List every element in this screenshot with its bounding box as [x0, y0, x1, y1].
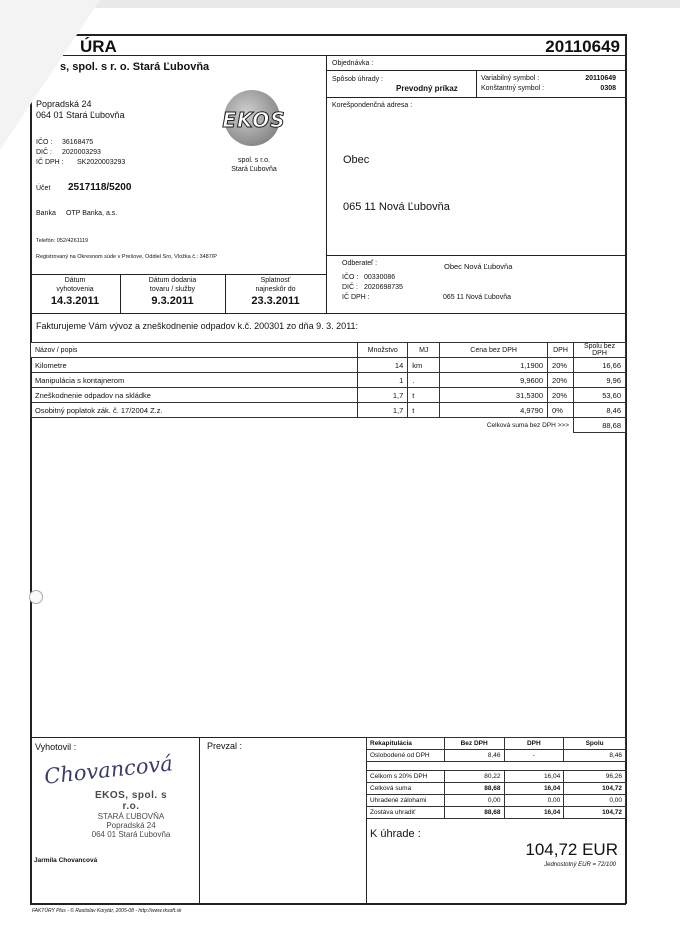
payment-divider — [326, 97, 626, 98]
item-qty: 1 — [358, 373, 408, 388]
folded-corner — [0, 0, 100, 150]
logo-line1: spol. s r.o. — [238, 157, 270, 164]
stamp-line1: EKOS, spol. s r.o. — [94, 790, 168, 812]
supplier-bank-label: Banka — [36, 210, 56, 217]
customer-address: 065 11 Nová Ľubovňa — [443, 294, 511, 301]
item-qty: 14 — [358, 358, 408, 373]
col-total: Spolu bez DPH — [574, 343, 626, 358]
invoice-intro: Fakturujeme Vám vývoz a zneškodnenie odpadov k.č. 200301 zo dňa 9. 3. 2011: — [36, 321, 359, 331]
table-row — [31, 358, 626, 373]
scan-top-edge — [0, 0, 680, 8]
item-total: 16,66 — [574, 358, 626, 373]
document-type: ÚRA — [80, 37, 117, 56]
item-name: Kilometre — [31, 358, 358, 373]
recap-col-vat: DPH — [504, 738, 564, 750]
recap-total: 0,00 — [564, 795, 626, 807]
recap-vat: 16,04 — [504, 807, 564, 819]
recap-total: 104,72 — [564, 807, 626, 819]
supplier-name: s, spol. s r. o. Stará Ľubovňa — [60, 61, 210, 73]
recap-vat: 16,04 — [504, 783, 564, 795]
supplier-phone: Telefón: 052/4261119 — [36, 238, 89, 244]
supplier-ico-label: IČO : — [36, 139, 53, 146]
delivery-date-label2: tovaru / služby — [149, 286, 196, 293]
item-qty: 1,7 — [358, 388, 408, 403]
invoice-number: 20110649 — [545, 37, 620, 56]
variable-symbol-label: Variabilný symbol : — [481, 75, 540, 82]
supplier-ico: 36168475 — [62, 139, 94, 146]
col-price: Cena bez DPH — [440, 343, 548, 358]
logo-line2: Stará Ľubovňa — [231, 166, 277, 173]
col-unit: MJ — [408, 343, 440, 358]
recap-table — [366, 737, 626, 819]
stamp-line2: STARÁ ĽUBOVŇA — [97, 812, 165, 821]
recap-title: Rekapitulácia — [367, 738, 445, 750]
frame-bottom — [30, 903, 626, 905]
supplier-street: Popradská 24 — [36, 99, 92, 109]
customer-name: Obec Nová Ľubovňa — [444, 262, 513, 271]
recap-vat: - — [504, 750, 564, 762]
received-by-label: Prevzal : — [207, 741, 243, 751]
item-unit: t — [408, 403, 440, 418]
supplier-city: 064 01 Stará Ľubovňa — [36, 110, 125, 120]
table-row — [31, 388, 626, 403]
recap-vat: 16,04 — [504, 771, 564, 783]
recap-total: 104,72 — [564, 783, 626, 795]
recap-gap — [367, 762, 626, 771]
due-date-label2: najneskôr do — [255, 286, 296, 293]
constant-symbol-value: 0308 — [600, 85, 616, 92]
stamp-line4: 064 01 Stará Ľubovňa — [91, 830, 171, 839]
item-total: 53,60 — [574, 388, 626, 403]
constant-symbol-label: Konštantný symbol : — [481, 85, 545, 92]
item-price: 31,5300 — [440, 388, 548, 403]
recap-label: Oslobodené od DPH — [367, 750, 445, 762]
delivery-date: 9.3.2011 — [151, 295, 194, 307]
recap-row — [367, 783, 626, 795]
items-table — [30, 342, 626, 433]
items-header-row — [31, 343, 626, 358]
recap-row — [367, 771, 626, 783]
recap-net: 80,22 — [444, 771, 504, 783]
amount-due-label: K úhrade : — [370, 828, 421, 840]
supplier-registration: Registrovaný na Okresnom súde v Prešove, Oddiel Sro, Vložka č.: 3487/P — [36, 254, 217, 260]
item-vat: 0% — [548, 403, 574, 418]
customer-divider — [326, 255, 626, 256]
exchange-rate: Jednostotný EUR = 72/100 — [544, 862, 616, 868]
customer-label: Odberateľ : — [342, 260, 378, 267]
frame-top — [30, 34, 626, 36]
delivery-date-label1: Dátum dodania — [148, 277, 197, 284]
table-row — [31, 403, 626, 418]
item-price: 1,1900 — [440, 358, 548, 373]
customer-ico-label: IČO : — [342, 274, 359, 281]
recap-net: 88,68 — [444, 807, 504, 819]
supplier-account: 2517118/5200 — [68, 182, 132, 193]
order-label: Objednávka : — [332, 60, 374, 67]
dates-top — [30, 274, 326, 275]
item-unit: . — [408, 373, 440, 388]
supplier-bank: OTP Banka, a.s. — [66, 210, 118, 217]
item-total: 9,96 — [574, 373, 626, 388]
recap-col-net: Bez DPH — [444, 738, 504, 750]
recap-net: 8,46 — [444, 750, 504, 762]
recap-total: 8,46 — [564, 750, 626, 762]
customer-icdph-label: IČ DPH : — [342, 294, 370, 301]
prepared-by-name: Jarmila Chovancová — [34, 857, 98, 864]
col-vat: DPH — [548, 343, 574, 358]
due-date-label1: Splatnosť — [260, 277, 291, 284]
items-total-row — [31, 418, 626, 433]
supplier-dic: 2020003293 — [62, 149, 101, 156]
item-unit: km — [408, 358, 440, 373]
issue-date-label2: vyhotovenia — [56, 286, 94, 293]
item-price: 9,9600 — [440, 373, 548, 388]
frame-left — [30, 34, 32, 904]
correspondence-label: Korešpondenčná adresa : — [332, 102, 413, 109]
recap-net: 0,00 — [444, 795, 504, 807]
recap-vat: 0,00 — [504, 795, 564, 807]
prepared-by-label: Vyhotovil : — [35, 742, 77, 752]
recap-total: 96,26 — [564, 771, 626, 783]
item-vat: 20% — [548, 358, 574, 373]
col-name: Názov / popis — [31, 343, 358, 358]
item-vat: 20% — [548, 388, 574, 403]
correspondence-address: 065 11 Nová Ľubovňa — [343, 201, 450, 213]
signature: Chovancová — [43, 751, 174, 789]
recap-col-total: Spolu — [564, 738, 626, 750]
recap-label: Uhradené zálohami — [367, 795, 445, 807]
supplier-icdph: SK2020003293 — [77, 159, 126, 166]
recap-row — [367, 750, 626, 762]
supplier-dic-label: DIČ : — [36, 149, 52, 156]
recap-row — [367, 807, 626, 819]
recap-label: Zostáva uhradiť — [367, 807, 445, 819]
supplier-account-label: Účet — [36, 185, 51, 192]
item-name: Osobitný poplatok zák. č. 17/2004 Z.z. — [31, 403, 358, 418]
header-bottom — [30, 313, 626, 314]
issue-date: 14.3.2011 — [50, 295, 100, 307]
items-total-value: 88,68 — [574, 418, 626, 433]
company-stamp — [86, 790, 176, 839]
items-total-label: Celková suma bez DPH >>> — [31, 418, 574, 433]
correspondence-name: Obec — [343, 154, 370, 166]
vertical-divider-top — [326, 55, 327, 313]
customer-dic: 2020698735 — [364, 284, 403, 291]
company-logo — [214, 90, 294, 156]
customer-ico: 00330086 — [364, 274, 396, 281]
title-underline — [30, 55, 626, 56]
due-date: 23.3.2011 — [251, 295, 300, 307]
payment-method-value: Prevodný príkaz — [396, 84, 458, 93]
recap-label: Celkom s 20% DPH — [367, 771, 445, 783]
item-name: Zneškodnenie odpadov na skládke — [31, 388, 358, 403]
footer-sep-1 — [199, 737, 200, 903]
issue-date-label1: Dátum — [64, 277, 86, 284]
item-price: 4,9790 — [440, 403, 548, 418]
item-qty: 1,7 — [358, 403, 408, 418]
variable-symbol-value: 20110649 — [585, 75, 616, 82]
item-name: Manipulácia s kontajnerom — [31, 373, 358, 388]
recap-net: 88,68 — [444, 783, 504, 795]
item-vat: 20% — [548, 373, 574, 388]
supplier-icdph-label: IČ DPH : — [36, 159, 64, 166]
payment-method-label: Spôsob úhrady : — [332, 76, 383, 83]
symbol-box-left — [476, 70, 477, 97]
amount-due: 104,72 EUR — [525, 840, 618, 859]
recap-header-row — [367, 738, 626, 750]
customer-dic-label: DIČ : — [342, 284, 358, 291]
stamp-line3: Popradská 24 — [106, 821, 156, 830]
col-qty: Množstvo — [358, 343, 408, 358]
table-row — [31, 373, 626, 388]
item-total: 8,46 — [574, 403, 626, 418]
recap-row — [367, 795, 626, 807]
recap-label: Celková suma — [367, 783, 445, 795]
punch-hole — [29, 590, 43, 604]
software-credit: FAKTÚRY Plus - © Rastislav Korytár, 2005-08 - http://www.rksoft.sk — [32, 908, 182, 914]
item-unit: t — [408, 388, 440, 403]
logo-word: EKOS — [222, 108, 286, 132]
